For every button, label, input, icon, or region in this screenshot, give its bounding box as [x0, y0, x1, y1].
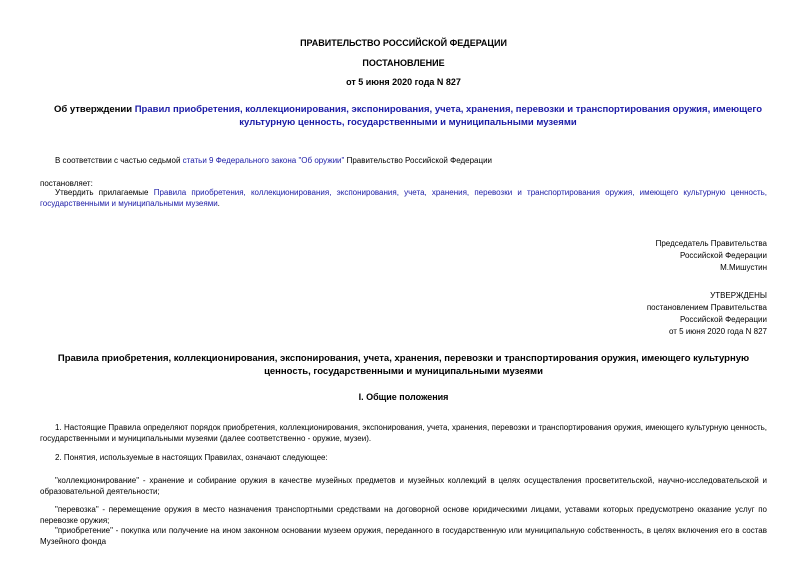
signature-block	[656, 238, 767, 273]
document-date-number: от 5 июня 2020 года N 827	[346, 77, 461, 87]
approved-block	[647, 290, 767, 337]
government-heading: ПРАВИТЕЛЬСТВО РОССИЙСКОЙ ФЕДЕРАЦИИ	[300, 38, 507, 48]
approved-label: УТВЕРЖДЕНЫ	[710, 291, 767, 300]
paragraph-2: 2. Понятия, используемые в настоящих Правилах, означают следующее:	[55, 453, 328, 462]
approved-date: от 5 июня 2020 года N 827	[669, 327, 767, 336]
weapons-law-article-link[interactable]: статьи 9 Федерального закона "Об оружии"	[182, 156, 345, 165]
signature-position: Председатель Правительства	[655, 239, 767, 248]
rules-title: Правила приобретения, коллекционирования, экспонирования, учета, хранения, перевозки и транспортирования оружия, имеющего культурную ценность, государственными и муниципальными музеями	[57, 353, 750, 377]
approved-rules-link[interactable]: Правила приобретения, коллекционирования, экспонирования, учета, хранения, перевозки и транспортирования оружия, имеющего культурную ценность, государственными и муниципальными музеями	[40, 188, 767, 208]
definition-collecting: "коллекционирование" - хранение и собирание оружия в качестве музейных предметов и музейных коллекций в целях осуществления просветительской, научно-исследовательской и образовательной деятельности;	[40, 476, 767, 496]
approve-text-after: .	[217, 199, 220, 208]
definition-transport: "перевозка" - перемещение оружия в место назначения транспортными средствами на договорной основе юридическими лицами, уставами которых предусмотрено оказание услуг по перевозке оружия;	[40, 505, 767, 525]
document-type-heading: ПОСТАНОВЛЕНИЕ	[362, 58, 445, 68]
preamble-text-after: Правительство Российской Федерации	[344, 156, 493, 165]
approved-by: постановлением Правительства	[646, 303, 767, 312]
title-rules-link[interactable]: Правил приобретения, коллекционирования, экспонирования, учета, хранения, перевозки и транспортирования оружия, имеющего культурную ценность, государственными и муниципальными музеями	[134, 104, 763, 128]
resolves-text: постановляет:	[40, 179, 93, 188]
approved-country: Российской Федерации	[680, 315, 767, 324]
preamble	[55, 155, 767, 166]
signature-name: М.Мишустин	[720, 263, 767, 272]
approve-paragraph	[40, 187, 767, 209]
approve-text-before: Утвердить прилагаемые	[55, 188, 154, 197]
section-heading-general: I. Общие положения	[358, 392, 449, 402]
document-title	[52, 103, 764, 129]
preamble-text-before: В соответствии с частью седьмой	[55, 156, 183, 165]
title-prefix: Об утверждении	[53, 104, 135, 115]
paragraph-1: 1. Настоящие Правила определяют порядок приобретения, коллекционирования, экспонирования, учета, хранения, перевозки и транспортирования оружия, имеющего культурную ценность, государственными и муниципальными музеями (далее соответственно - оружие, музеи).	[40, 423, 767, 443]
signature-country: Российской Федерации	[680, 251, 767, 260]
definition-acquisition: "приобретение" - покупка или получение на ином законном основании музеем оружия, переданного в государственную или муниципальную собственность, в целях включения его в состав Музейного фонда	[40, 526, 767, 546]
